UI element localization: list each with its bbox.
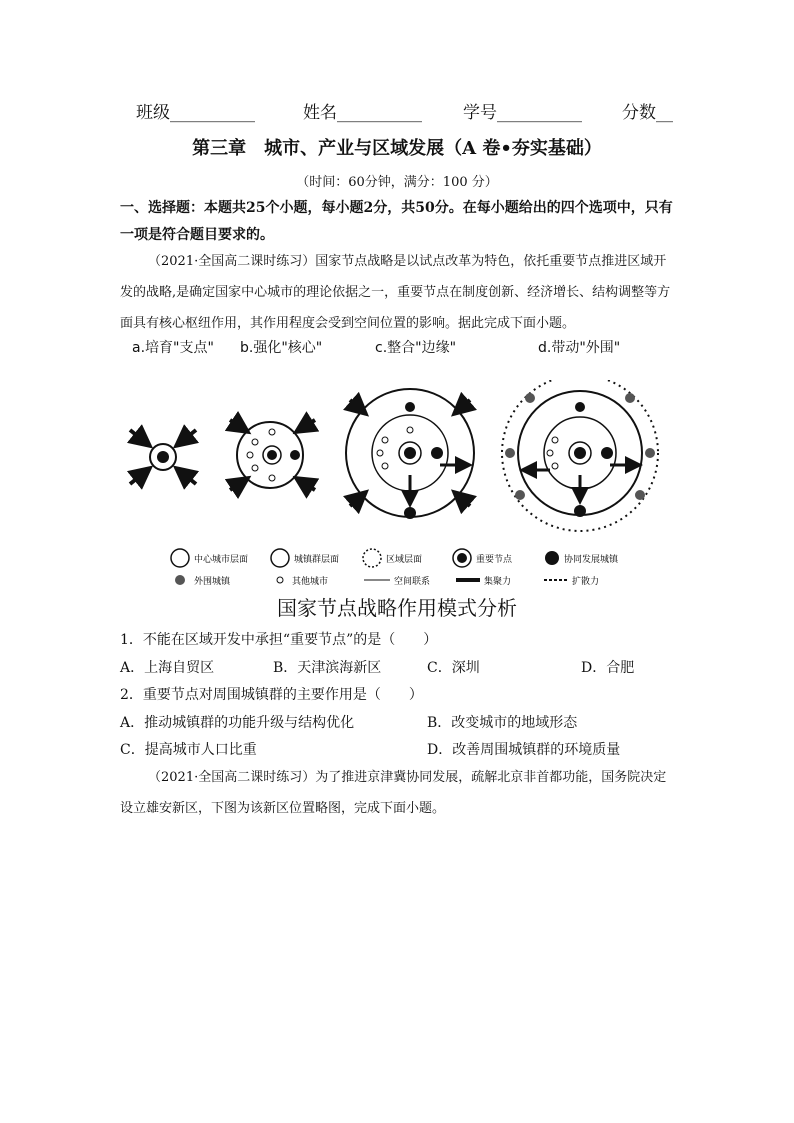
legend-peripheral-town: 外围城镇 — [194, 577, 231, 587]
question-2-stem: 2．重要节点对周围城镇群的主要作用是（ ） — [120, 687, 423, 703]
panel-c-diagram — [346, 389, 474, 519]
legend-node: 重要节点 — [476, 555, 513, 565]
node-strategy-diagram — [110, 380, 690, 540]
panel-label-b: b.强化"核心" — [240, 340, 323, 356]
legend-coordinated-town-symbol — [545, 551, 559, 565]
legend-central-city-symbol — [171, 549, 189, 567]
diagram-legend — [168, 546, 668, 590]
legend-diffusion: 扩散力 — [572, 577, 600, 587]
name-field[interactable]: 姓名__________ — [303, 103, 422, 123]
score-field[interactable]: 分数__ — [622, 103, 673, 123]
student-id-field[interactable]: 学号__________ — [463, 103, 582, 123]
panel-label-d: d.带动"外围" — [538, 340, 621, 356]
legend-city-cluster: 城镇群层面 — [294, 555, 340, 565]
class-field[interactable]: 班级__________ — [136, 103, 255, 123]
panel-label-c: c.整合"边缘" — [375, 340, 457, 356]
legend-peripheral-town-symbol — [175, 575, 185, 585]
panel-b-diagram — [230, 420, 315, 490]
q2-option-a[interactable]: A．推动城镇群的功能升级与结构优化 — [120, 715, 355, 731]
legend-city-cluster-symbol — [271, 549, 289, 567]
page-title: 第三章 城市、产业与区域发展（A 卷•夯实基础） — [192, 138, 602, 159]
legend-agglomeration: 集聚力 — [484, 577, 512, 587]
figure-caption: 国家节点战略作用模式分析 — [277, 596, 517, 620]
legend-region-symbol — [363, 549, 381, 567]
panel-label-a: a.培育"支点" — [132, 340, 214, 356]
legend-coordinated-town: 协同发展城镇 — [564, 555, 619, 565]
panel-a-diagram — [130, 430, 196, 484]
legend-central-city: 中心城市层面 — [194, 555, 249, 565]
passage-2: （2021·全国高二课时练习）为了推进京津冀协同发展，疏解北京非首都功能，国务院决定设立雄安新区，下图为该新区位置略图，完成下面小题。 — [120, 770, 667, 816]
q1-option-b[interactable]: B．天津滨海新区 — [273, 660, 382, 676]
legend-other-city-symbol — [277, 577, 283, 583]
q1-option-c[interactable]: C．深圳 — [427, 660, 480, 676]
panel-d-diagram — [502, 380, 658, 531]
q2-option-c[interactable]: C．提高城市人口比重 — [120, 742, 257, 758]
section-heading: 一、选择题：本题共25个小题，每小题2分，共50分。在每小题给出的四个选项中，只有一项是符合题目要求的。 — [120, 200, 673, 243]
legend-link: 空间联系 — [394, 577, 431, 587]
q2-option-b[interactable]: B．改变城市的地域形态 — [427, 715, 578, 731]
q2-option-d[interactable]: D．改善周围城镇群的环境质量 — [427, 742, 621, 758]
question-1-stem: 1．不能在区域开发中承担“重要节点”的是（ ） — [120, 632, 438, 648]
passage-1: （2021·全国高二课时练习）国家节点战略是以试点改革为特色，依托重要节点推进区域开发的战略,是确定国家中心城市的理论依据之一，重要节点在制度创新、经济增长、结构调整等方面具有核心枢纽作用，其作用程度会受到空间位置的影响。据此完成下面小题。 — [120, 254, 671, 331]
legend-other-city: 其他城市 — [292, 577, 329, 587]
q1-option-d[interactable]: D．合肥 — [581, 660, 635, 676]
q1-option-a[interactable]: A．上海自贸区 — [120, 660, 215, 676]
exam-subtitle: （时间：60分钟，满分：100 分） — [296, 175, 498, 190]
legend-region: 区域层面 — [386, 555, 423, 565]
